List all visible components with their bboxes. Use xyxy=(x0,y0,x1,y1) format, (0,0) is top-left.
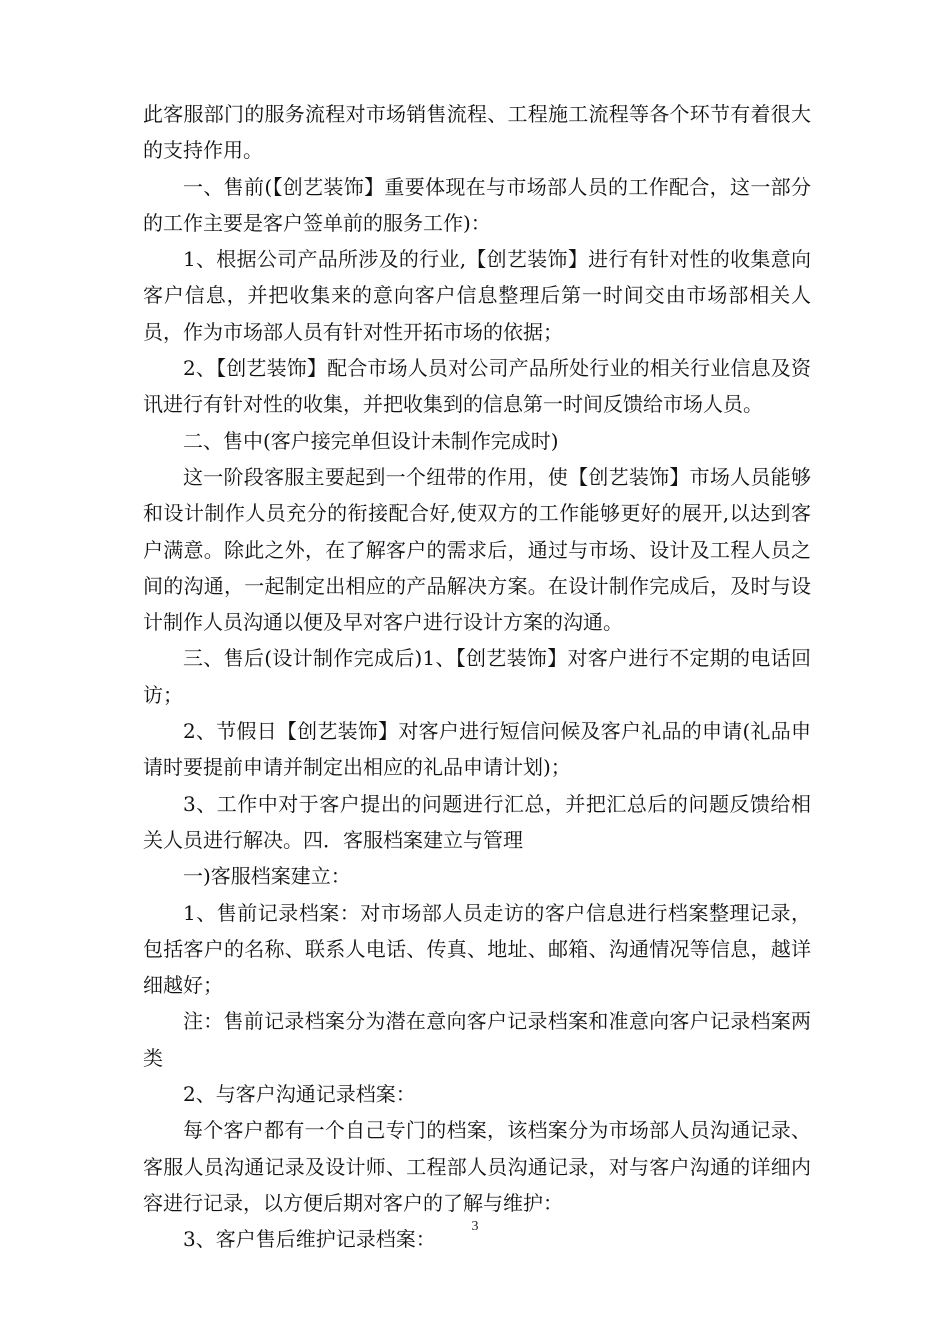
section-heading: 二、售中(客户接完单但设计未制作完成时) xyxy=(183,428,559,453)
paragraph: 每个客户都有一个自己专门的档案，该档案分为市场部人员沟通记录、客服人员沟通记录及设计师、工程部人员沟通记录，对与客户沟通的详细内容进行记录，以方便后期对客户的了解与维护： xyxy=(143,1118,811,1215)
paragraph: 2、与客户沟通记录档案： xyxy=(183,1082,416,1107)
paragraph: 1、售前记录档案：对市场部人员走访的客户信息进行档案整理记录，包括客户的名称、联系人电话、传真、地址、邮箱、沟通情况等信息，越详细越好； xyxy=(143,900,811,998)
page-number: 3 xyxy=(471,1219,479,1234)
paragraph: 3、工作中对于客户提出的问题进行汇总，并把汇总后的问题反馈给相关人员进行解决。四．客服档案建立与管理 xyxy=(143,791,811,852)
paragraph: 1、根据公司产品所涉及的行业,【创艺装饰】进行有针对性的收集意向客户信息，并把收集来的意向客户信息整理后第一时间交由市场部相关人员，作为市场部人员有针对性开拓市场的依据； xyxy=(143,247,811,344)
section-heading: 一)客服档案建立： xyxy=(183,864,351,889)
paragraph: 三、售后(设计制作完成后)1、【创艺装饰】对客户进行不定期的电话回访； xyxy=(143,646,811,707)
document-body xyxy=(143,96,811,1258)
paragraph: 一、售前(【创艺装饰】重要体现在与市场部人员的工作配合，这一部分的工作主要是客户签单前的服务工作)： xyxy=(143,174,811,235)
paragraph: 3、客户售后维护记录档案： xyxy=(183,1227,436,1252)
note-paragraph: 注：售前记录档案分为潜在意向客户记录档案和准意向客户记录档案两类 xyxy=(143,1009,811,1070)
paragraph: 这一阶段客服主要起到一个纽带的作用，使【创艺装饰】市场人员能够和设计制作人员充分的衔接配合好,使双方的工作能够更好的展开,以达到客户满意。除此之外，在了解客户的需求后，通过与市场、设计及工程人员之间的沟通，一起制定出相应的产品解决方案。在设计制作完成后，及时与设计制作人员沟通以便及早对客户进行设计方案的沟通。 xyxy=(143,464,811,635)
paragraph: 此客服部门的服务流程对市场销售流程、工程施工流程等各个环节有着很大的支持作用。 xyxy=(143,102,811,163)
paragraph: 2、节假日【创艺装饰】对客户进行短信问候及客户礼品的申请(礼品申请时要提前申请并制定出相应的礼品申请计划)； xyxy=(143,719,811,780)
paragraph: 2、【创艺装饰】配合市场人员对公司产品所处行业的相关行业信息及资讯进行有针对性的收集，并把收集到的信息第一时间反馈给市场人员。 xyxy=(143,356,811,417)
